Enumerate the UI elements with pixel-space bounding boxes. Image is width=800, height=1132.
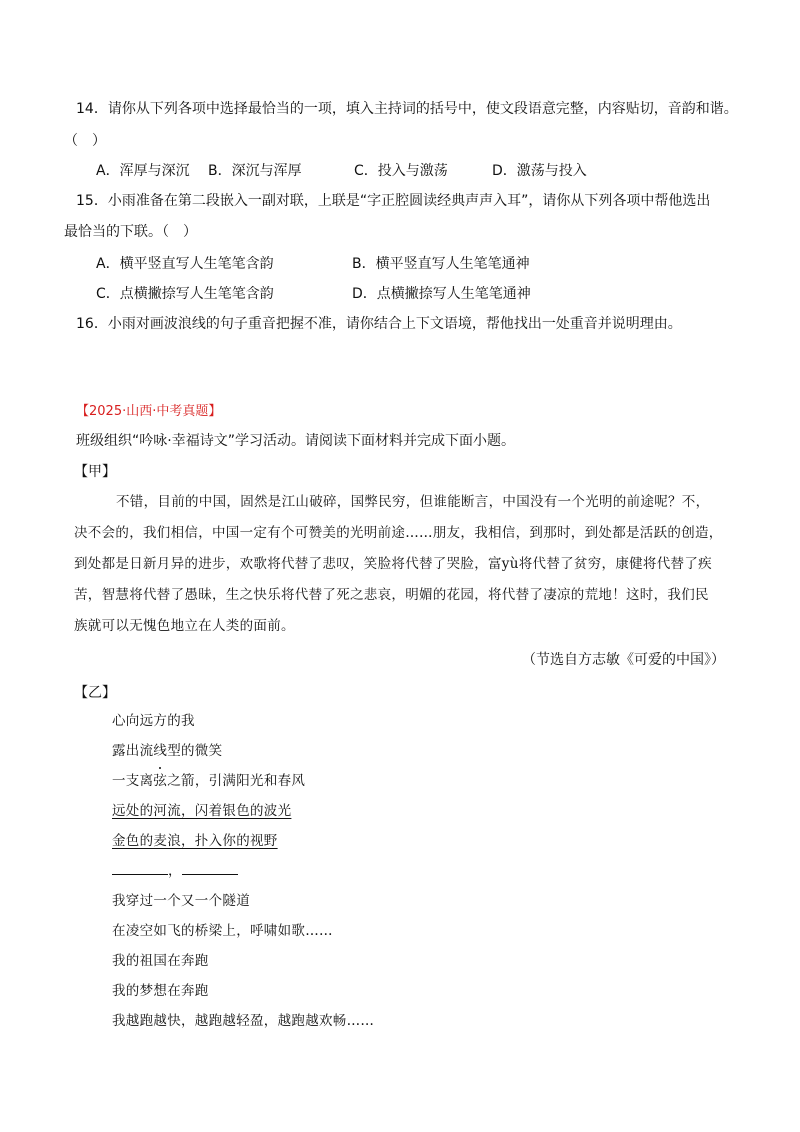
q15-option-d: D．点横撇捺写人生笔笔通神 — [352, 286, 531, 302]
q15-stem-line2: 最恰当的下联。（ ） — [64, 224, 197, 240]
q15-option-c: C．点横撇捺写人生笔笔含韵 — [96, 286, 274, 302]
emphasis-dot-char: 弦 — [153, 773, 168, 789]
q15-option-a: A．横平竖直写人生笔笔含韵 — [96, 256, 274, 272]
q14-option-d: D．激荡与投入 — [492, 163, 587, 179]
poem-line-part: 之箭，引满阳光和春风 — [167, 773, 306, 789]
poem-line: 我的祖国在奔跑 — [112, 953, 209, 969]
poem-fill-blanks — [112, 861, 238, 881]
poem-line: 我穿过一个又一个隧道 — [112, 893, 250, 909]
poem-wavy-line: 金色的麦浪，扑入你的视野 — [112, 833, 278, 849]
q14-option-a: A．浑厚与深沉 — [96, 163, 190, 179]
passage-yi-label: 【乙】 — [74, 685, 116, 701]
poem-line: 在凌空如飞的桥梁上，呼啸如歌…… — [112, 923, 333, 939]
poem-line: 露出流线型的微笑 — [112, 743, 223, 759]
q15-option-b: B．横平竖直写人生笔笔通神 — [352, 256, 530, 272]
passage-jia-line: 族就可以无愧色地立在人类的面前。 — [74, 618, 295, 634]
q14-option-b: B．深沉与浑厚 — [208, 163, 302, 179]
passage-jia-line: 到处都是日新月异的进步，欢歌将代替了悲叹，笑脸将代替了哭脸，富yù将代替了贫穷，康健将代替了疾 — [74, 556, 712, 572]
poem-line: 心向远方的我 — [112, 713, 195, 729]
q14-stem: 14．请你从下列各项中选择最恰当的一项，填入主持词的括号中，使文段语意完整，内容贴切，音韵和谐。 — [76, 101, 738, 117]
q14-answer-paren: （ ） — [64, 133, 106, 149]
q14-option-c: C．投入与激荡 — [354, 163, 448, 179]
q15-stem-line1: 15．小雨准备在第二段嵌入一副对联，上联是“字正腔圆读经典声声入耳”，请你从下列各项中帮他选出 — [76, 193, 711, 209]
passage-jia-source: （节选自方志敏《可爱的中国》） — [522, 652, 725, 668]
poem-line: 我越跑越快，越跑越轻盈，越跑越欢畅…… — [112, 1013, 375, 1029]
poem-line-part: 一支离 — [112, 773, 154, 789]
section-intro: 班级组织“吟咏·幸福诗文”学习活动。请阅读下面材料并完成下面小题。 — [76, 433, 515, 449]
passage-jia-line: 苦，智慧将代替了愚昧，生之快乐将代替了死之悲哀，明媚的花园，将代替了凄凉的荒地！这时，我们民 — [74, 587, 709, 603]
poem-line: 我的梦想在奔跑 — [112, 983, 209, 999]
fill-blank — [182, 862, 238, 875]
passage-jia-label: 【甲】 — [74, 464, 116, 480]
exam-source-tag: 【2025·山西·中考真题】 — [76, 404, 222, 419]
passage-jia-line: 决不会的，我们相信，中国一定有个可赞美的光明前途……朋友，我相信，到那时，到处都是活跃的创造， — [74, 525, 723, 541]
fill-blank — [112, 862, 168, 875]
blank-separator: ， — [168, 863, 182, 879]
poem-line-emphasis — [112, 771, 305, 791]
poem-wavy-line: 远处的河流，闪着银色的波光 — [112, 803, 292, 819]
q16-stem: 16．小雨对画波浪线的句子重音把握不准，请你结合上下文语境，帮他找出一处重音并说明理由。 — [76, 316, 682, 332]
passage-jia-line: 不错，目前的中国，固然是江山破碎，国弊民穷，但谁能断言，中国没有一个光明的前途呢？不， — [116, 494, 710, 510]
